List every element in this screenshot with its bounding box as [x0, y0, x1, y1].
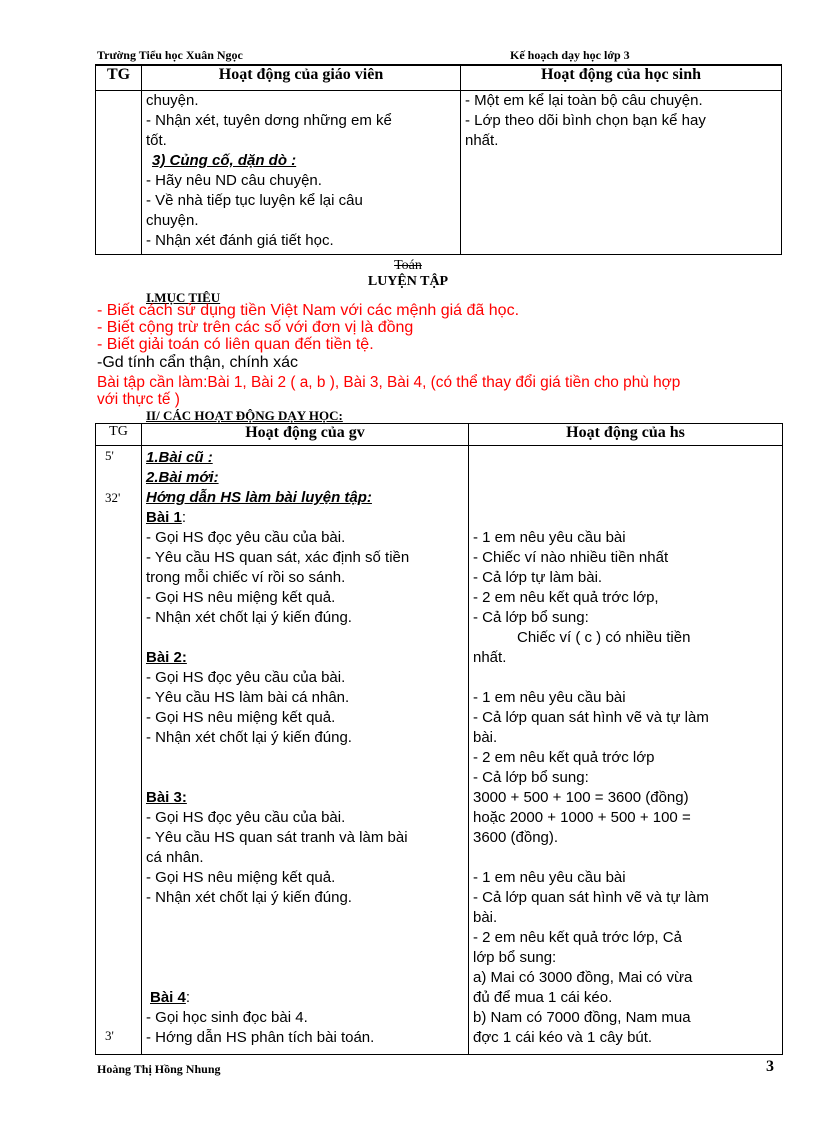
teacher-line: - Gọi học sinh đọc bài 4. [146, 1009, 308, 1026]
tg-cell [96, 91, 142, 255]
exercise-2-title: Bài 2: [146, 649, 187, 666]
teacher-cell [142, 91, 461, 255]
continuation-table [95, 65, 782, 255]
subject-label: Toán [394, 258, 422, 273]
objective-3: - Biết giải toán có liên quan đến tiền tệ. [97, 336, 374, 353]
student-line: lớp bổ sung: [473, 949, 557, 966]
col-tg-header: TG [96, 66, 142, 91]
student-line: 3000 + 500 + 100 = 3600 (đồng) [473, 789, 689, 806]
student-line: 3600 (đồng). [473, 829, 559, 846]
page-number: 3 [766, 1058, 774, 1075]
student-line: - 2 em nêu kết quả trớc lớp, [473, 589, 659, 606]
teacher-line: - Yêu cầu HS quan sát, xác định số tiền [146, 549, 410, 566]
teacher-line: - Gọi HS đọc yêu cầu của bài. [146, 809, 346, 826]
section-heading: 3) Củng cố, dặn dò : [152, 152, 297, 169]
col-student-header: Hoạt động của học sinh [461, 66, 782, 91]
student-line: - Cả lớp bổ sung: [473, 609, 589, 626]
student-line: - Cả lớp quan sát hình vẽ và tự làm [473, 889, 709, 906]
new-lesson-heading: 2.Bài mới: [146, 469, 219, 486]
teacher-line: cá nhân. [146, 849, 204, 866]
author-name: Hoàng Thị Hồng Nhung [97, 1062, 221, 1076]
student-line: - 1 em nêu yêu cầu bài [473, 869, 626, 886]
student-line: - 2 em nêu kết quả trớc lớp [473, 749, 655, 766]
col-teacher-header: Hoạt động của giáo viên [142, 66, 461, 91]
teacher-line: - Yêu cầu HS quan sát tranh và làm bài [146, 829, 408, 846]
teacher-line: - Hãy nêu ND câu chuyện. [146, 172, 322, 189]
col-teacher-header: Hoạt động của gv [142, 424, 469, 446]
exercise-1-title: Bài 1 [146, 509, 182, 526]
activities-table [95, 423, 783, 1055]
student-line: Chiếc ví ( c ) có nhiều tiền [517, 629, 691, 646]
student-line: - 1 em nêu yêu cầu bài [473, 529, 626, 546]
teacher-line: - Nhận xét chốt lại ý kiến đúng. [146, 889, 352, 906]
student-line: - Cả lớp quan sát hình vẽ và tự làm [473, 709, 709, 726]
exercises-line-2: với thực tế ) [97, 391, 180, 408]
objectives-heading: I.MỤC TIÊU [146, 290, 221, 305]
activities-heading: II/ CÁC HOẠT ĐỘNG DẠY HỌC: [146, 408, 343, 423]
student-line: - Cả lớp bổ sung: [473, 769, 589, 786]
student-line: - Cả lớp tự làm bài. [473, 569, 603, 586]
student-line: b) Nam có 7000 đồng, Nam mua [473, 1009, 691, 1026]
lesson-title: LUYỆN TẬP [367, 274, 449, 289]
student-line: - Chiếc ví nào nhiều tiền nhất [473, 549, 669, 566]
guide-heading: Hớng dẫn HS làm bài luyện tập: [146, 489, 372, 506]
student-cell [461, 91, 782, 255]
teacher-line: - Hớng dẫn HS phân tích bài toán. [146, 1029, 375, 1046]
exercise-4-title: Bài 4 [150, 989, 186, 1006]
teacher-line: - Gọi HS nêu miệng kết quả. [146, 709, 336, 726]
student-line: a) Mai có 3000 đồng, Mai có vừa [473, 969, 693, 986]
plan-title: Kế hoạch dạy học lớp 3 [510, 48, 630, 62]
student-line: đủ để mua 1 cái kéo. [473, 989, 613, 1006]
objective-2: - Biết cộng trừ trên các số với đơn vị là đồng [97, 319, 414, 336]
exercise-3-title: Bài 3: [146, 789, 187, 806]
attitude-line: -Gd tính cẩn thận, chính xác [97, 354, 299, 371]
student-line: nhất. [473, 649, 507, 666]
teacher-line: - Gọi HS nêu miệng kết quả. [146, 589, 336, 606]
teacher-line: - Nhận xét chốt lại ý kiến đúng. [146, 609, 352, 626]
student-line: bài. [473, 729, 498, 746]
teacher-line: - Về nhà tiếp tục luyện kể lại câu [146, 192, 363, 209]
teacher-line: trong mỗi chiếc ví rồi so sánh. [146, 569, 346, 586]
col-tg-header: TG [96, 424, 142, 446]
exercises-line-1: Bài tập cần làm:Bài 1, Bài 2 ( a, b ), Bài 3, Bài 4, (có thể thay đổi giá tiền cho phù hợp [97, 374, 681, 391]
teacher-line: - Gọi HS nêu miệng kết quả. [146, 869, 336, 886]
student-line: nhất. [465, 132, 499, 149]
student-cell [469, 446, 783, 1055]
teacher-line: - Gọi HS đọc yêu cầu của bài. [146, 669, 346, 686]
teacher-line: tốt. [146, 132, 167, 149]
teacher-line: chuyện. [146, 92, 199, 109]
teacher-line: - Nhận xét, tuyên dơng những em kể [146, 112, 392, 129]
tg-value: 5' [105, 448, 114, 463]
teacher-line: - Yêu cầu HS làm bài cá nhân. [146, 689, 350, 706]
student-line: hoặc 2000 + 1000 + 500 + 100 = [473, 809, 691, 826]
teacher-line: - Nhận xét đánh giá tiết học. [146, 232, 334, 249]
teacher-cell: 1.Bài cũ : 2.Bài mới: Hớng dẫn HS làm bài luyện tập: Bài 1: - Gọi HS đọc yêu cầu của bài. - Yêu cầu HS quan sát, xác định số tiền trong mỗi chiếc ví rồi so sánh. - Gọi HS nêu miệng kết quả. - Nhận xét chốt lại ý kiến đúng. Bài 2: - Gọi HS đọc yêu cầu của bài. - Yêu cầu HS làm bài cá nhân. - Gọi HS nêu miệng kết quả. - Nhận xét chốt lại ý kiến đúng. Bài 3: - Gọi HS đọc yêu cầu của bài. - Yêu cầu HS quan sát tranh và làm bài cá nhân. - Gọi HS nêu miệng kết quả. - Nhận xét chốt lại ý kiến đúng. Bài 4: - Gọi học sinh đọc bài 4. - Hớng dẫn HS phân tích bài toán. [142, 446, 469, 1055]
old-lesson-heading: 1.Bài cũ : [146, 449, 213, 466]
teacher-line: - Gọi HS đọc yêu cầu của bài. [146, 529, 346, 546]
col-student-header: Hoạt động của hs [469, 424, 783, 446]
objective-1: - Biết cách sử dụng tiền Việt Nam với các mệnh giá đã học. [97, 302, 520, 319]
school-name: Trường Tiểu học Xuân Ngọc [97, 48, 243, 62]
tg-value: 3' [105, 1028, 114, 1043]
student-line: đợc 1 cái kéo và 1 cây bút. [473, 1029, 653, 1046]
teacher-line: chuyện. [146, 212, 199, 229]
tg-value: 32' [105, 490, 121, 505]
teacher-line: - Nhận xét chốt lại ý kiến đúng. [146, 729, 352, 746]
student-line: - 1 em nêu yêu cầu bài [473, 689, 626, 706]
student-line: - Lớp theo dõi bình chọn bạn kể hay [465, 112, 706, 129]
student-line: - Một em kể lại toàn bộ câu chuyện. [465, 92, 703, 109]
tg-cell [96, 446, 142, 1055]
student-line: - 2 em nêu kết quả trớc lớp, Cả [473, 929, 682, 946]
student-line: bài. [473, 909, 498, 926]
